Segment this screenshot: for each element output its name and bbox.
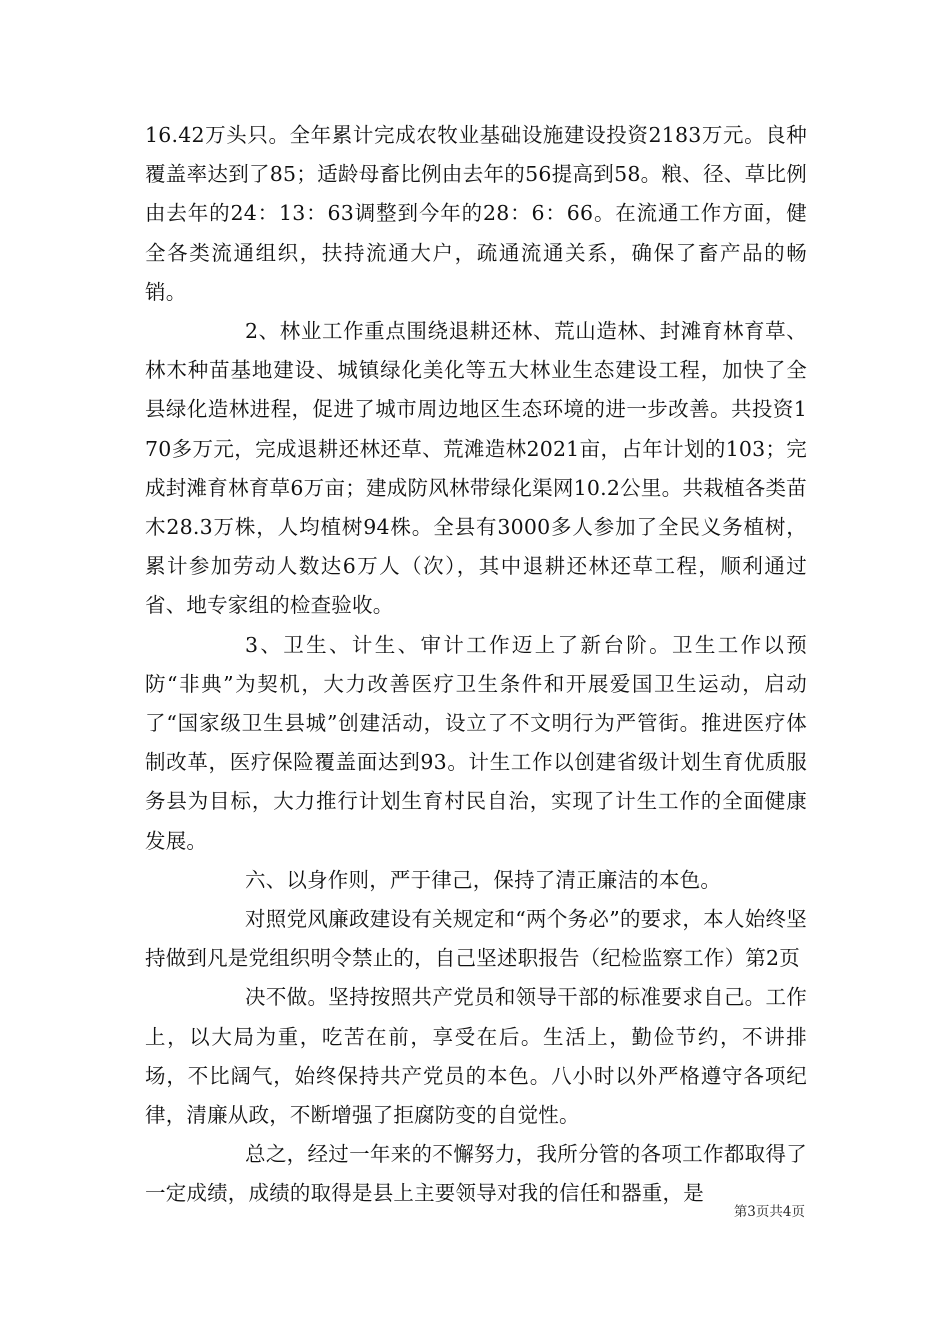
paragraph-forestry: 2、林业工作重点围绕退耕还林、荒山造林、封滩育林育草、林木种苗基地建设、城镇绿化美化等五大林业生态建设工程，加快了全县绿化造林进程，促进了城市周边地区生态环境的进一步改善。共投资170多万元，完成退耕还林还草、荒滩造林2021亩，占年计划的103；完成封滩育林育草6万亩；建成防风林带绿化渠网10.2公里。共栽植各类苗木28.3万株，人均植树94株。全县有3000多人参加了全民义务植树，累计参加劳动人数达6万人（次），其中退耕还林还草工程，顺利通过省、地专家组的检查验收。: [145, 319, 807, 618]
document-body: [145, 116, 807, 1214]
section-heading-integrity: 六、以身作则，严于律己，保持了清正廉洁的本色。: [245, 867, 722, 892]
paragraph-health-family-planning: 3、卫生、计生、审计工作迈上了新台阶。卫生工作以预防“非典”为契机，大力改善医疗卫生条件和开展爱国卫生运动，启动了“国家级卫生县城”创建活动，设立了不文明行为严管街。推进医疗体制改革，医疗保险覆盖面达到93。计生工作以创建省级计划生育优质服务县为目标，大力推行计划生育村民自治，实现了计生工作的全面健康发展。: [145, 632, 807, 853]
paragraph-party-conduct: 对照党风廉政建设有关规定和“两个务必”的要求，本人始终坚持做到凡是党组织明令禁止的，自己坚述职报告（纪检监察工作）第2页: [145, 907, 807, 971]
paragraph-conclusion: 总之，经过一年来的不懈努力，我所分管的各项工作都取得了一定成绩，成绩的取得是县上主要领导对我的信任和器重，是: [145, 1142, 807, 1206]
page-number-footer: 第3页共4页: [733, 1204, 805, 1220]
paragraph-self-discipline: 决不做。坚持按照共产党员和领导干部的标准要求自己。工作上，以大局为重，吃苦在前，享受在后。生活上，勤俭节约，不讲排场，不比阔气，始终保持共产党员的本色。八小时以外严格遵守各项纪律，清廉从政，不断增强了拒腐防变的自觉性。: [145, 985, 807, 1128]
paragraph-livestock-summary: 16.42万头只。全年累计完成农牧业基础设施建设投资2183万元。良种覆盖率达到了85；适龄母畜比例由去年的56提高到58。粮、径、草比例由去年的24：13：63调整到今年的28：6：66。在流通工作方面，健全各类流通组织，扶持流通大户，疏通流通关系，确保了畜产品的畅销。: [145, 123, 807, 304]
